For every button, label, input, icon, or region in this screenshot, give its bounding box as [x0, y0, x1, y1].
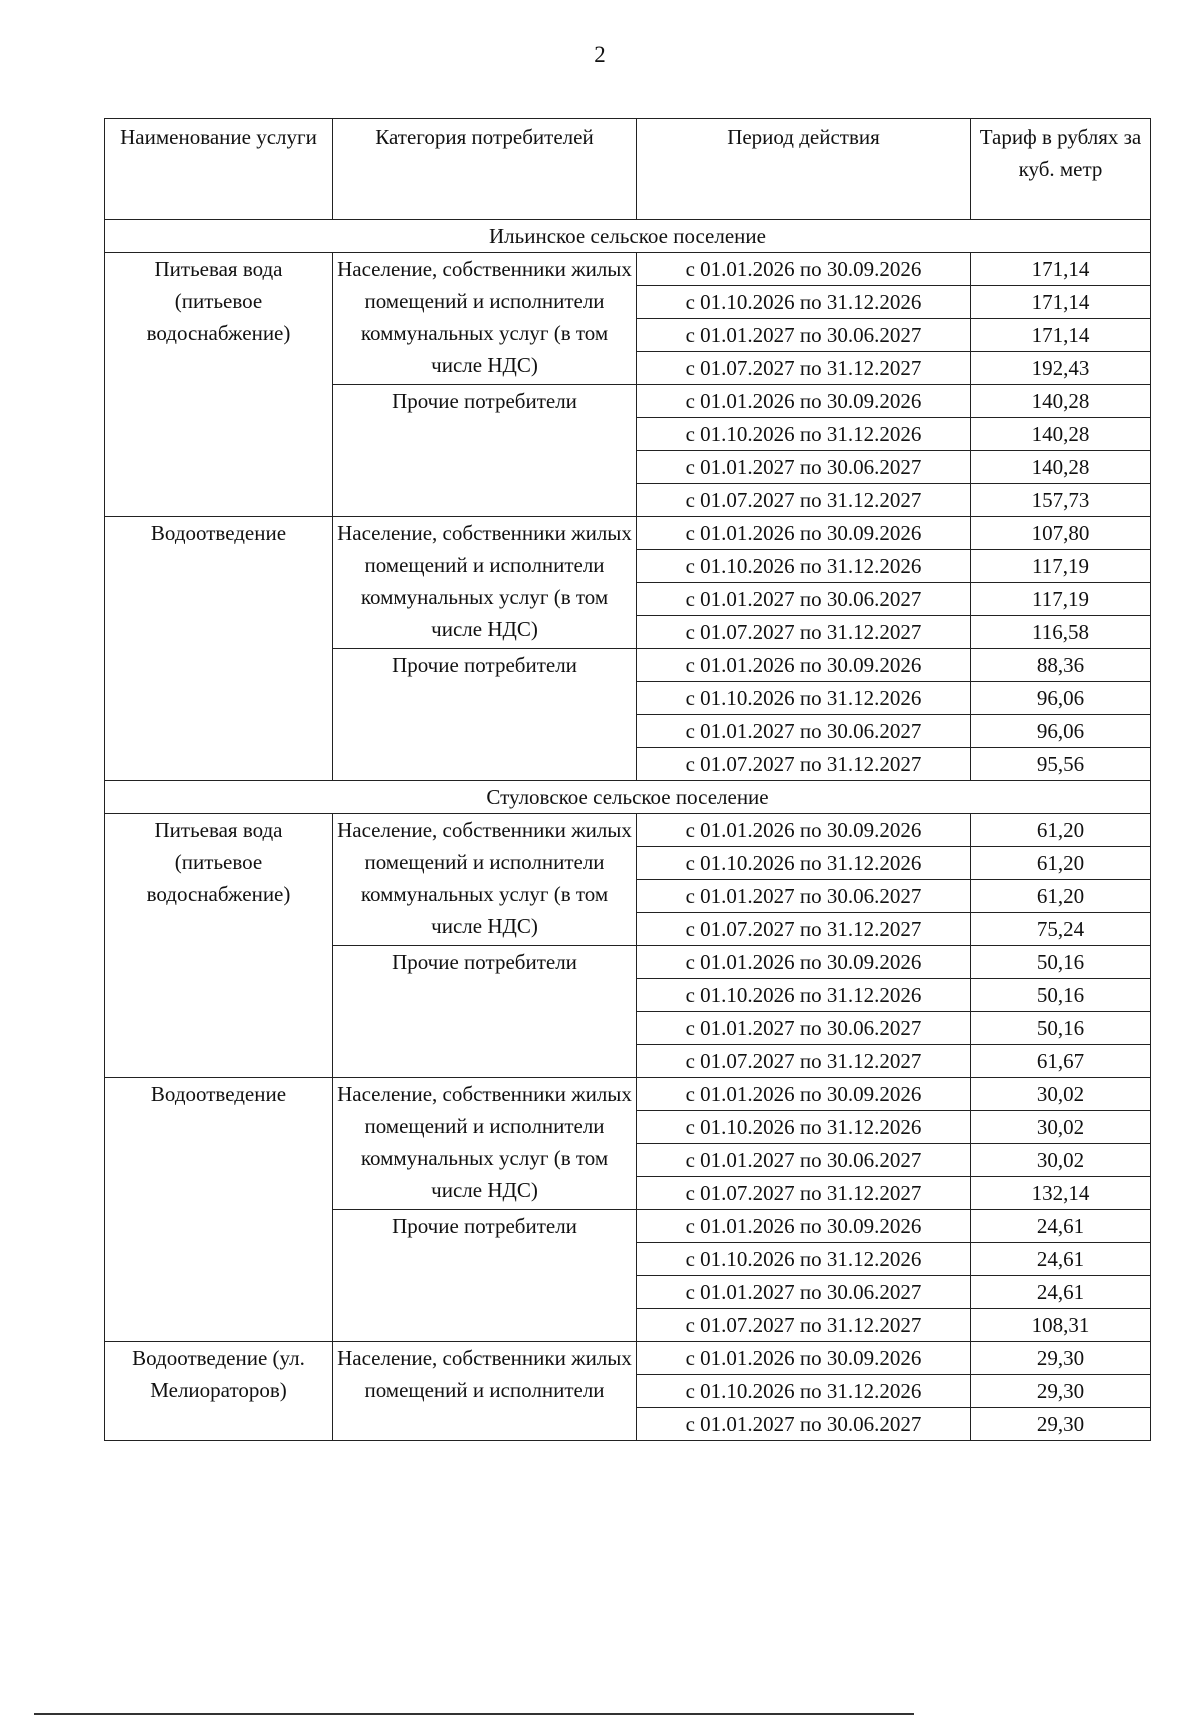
tariff-cell: 50,16 — [971, 979, 1151, 1012]
tariff-cell: 61,20 — [971, 880, 1151, 913]
tariff-cell: 50,16 — [971, 1012, 1151, 1045]
period-cell: с 01.10.2026 по 31.12.2026 — [637, 979, 971, 1012]
period-cell: с 01.10.2026 по 31.12.2026 — [637, 682, 971, 715]
table-row — [105, 1342, 1151, 1375]
section-row — [105, 781, 1151, 814]
tariff-cell: 88,36 — [971, 649, 1151, 682]
table-body — [105, 220, 1151, 1441]
tariff-cell: 116,58 — [971, 616, 1151, 649]
period-cell: с 01.01.2027 по 30.06.2027 — [637, 319, 971, 352]
period-cell: с 01.10.2026 по 31.12.2026 — [637, 847, 971, 880]
period-cell: с 01.10.2026 по 31.12.2026 — [637, 418, 971, 451]
period-cell: с 01.01.2027 по 30.06.2027 — [637, 1408, 971, 1441]
tariff-cell: 108,31 — [971, 1309, 1151, 1342]
table-row — [105, 814, 1151, 847]
tariff-cell: 171,14 — [971, 286, 1151, 319]
tariff-cell: 24,61 — [971, 1243, 1151, 1276]
consumer-category: Население, собственники жилых помещений и исполнители коммунальных услуг (в том числе НДС) — [333, 253, 637, 385]
period-cell: с 01.01.2026 по 30.09.2026 — [637, 814, 971, 847]
tariff-cell: 192,43 — [971, 352, 1151, 385]
service-name: Питьевая вода (питьевое водоснабжение) — [105, 814, 333, 1078]
tariff-cell: 24,61 — [971, 1276, 1151, 1309]
consumer-category: Население, собственники жилых помещений и исполнители коммунальных услуг (в том числе НДС) — [333, 814, 637, 946]
period-cell: с 01.01.2027 по 30.06.2027 — [637, 880, 971, 913]
tariff-cell: 140,28 — [971, 451, 1151, 484]
tariff-cell: 29,30 — [971, 1408, 1151, 1441]
period-cell: с 01.01.2026 по 30.09.2026 — [637, 1210, 971, 1243]
tariff-cell: 117,19 — [971, 550, 1151, 583]
tariff-cell: 171,14 — [971, 253, 1151, 286]
page-number: 2 — [594, 42, 606, 67]
tariff-cell: 61,20 — [971, 847, 1151, 880]
table-header-row — [105, 119, 1151, 220]
service-name: Водоотведение — [105, 1078, 333, 1342]
period-cell: с 01.01.2026 по 30.09.2026 — [637, 649, 971, 682]
tariff-cell: 107,80 — [971, 517, 1151, 550]
service-name: Питьевая вода (питьевое водоснабжение) — [105, 253, 333, 517]
consumer-category: Прочие потребители — [333, 946, 637, 1078]
tariff-cell: 171,14 — [971, 319, 1151, 352]
tariff-cell: 95,56 — [971, 748, 1151, 781]
consumer-category: Население, собственники жилых помещений и исполнители коммунальных услуг (в том числе НДС) — [333, 1078, 637, 1210]
period-cell: с 01.01.2026 по 30.09.2026 — [637, 385, 971, 418]
period-cell: с 01.07.2027 по 31.12.2027 — [637, 1309, 971, 1342]
service-name: Водоотведение (ул. Мелиораторов) — [105, 1342, 333, 1441]
period-cell: с 01.07.2027 по 31.12.2027 — [637, 484, 971, 517]
header-service: Наименование услуги — [105, 119, 333, 220]
period-cell: с 01.07.2027 по 31.12.2027 — [637, 913, 971, 946]
period-cell: с 01.10.2026 по 31.12.2026 — [637, 1375, 971, 1408]
section-title: Стуловское сельское поселение — [105, 781, 1151, 814]
tariff-cell: 140,28 — [971, 385, 1151, 418]
header-tariff: Тариф в рублях за куб. метр — [971, 119, 1151, 220]
tariff-cell: 29,30 — [971, 1342, 1151, 1375]
consumer-category: Население, собственники жилых помещений и исполнители — [333, 1342, 637, 1441]
period-cell: с 01.10.2026 по 31.12.2026 — [637, 1111, 971, 1144]
period-cell: с 01.01.2027 по 30.06.2027 — [637, 451, 971, 484]
service-name: Водоотведение — [105, 517, 333, 781]
period-cell: с 01.01.2026 по 30.09.2026 — [637, 253, 971, 286]
period-cell: с 01.01.2026 по 30.09.2026 — [637, 517, 971, 550]
consumer-category: Прочие потребители — [333, 1210, 637, 1342]
tariff-cell: 30,02 — [971, 1111, 1151, 1144]
period-cell: с 01.01.2027 по 30.06.2027 — [637, 1012, 971, 1045]
period-cell: с 01.07.2027 по 31.12.2027 — [637, 352, 971, 385]
bottom-rule — [34, 1713, 914, 1715]
section-row — [105, 220, 1151, 253]
period-cell: с 01.07.2027 по 31.12.2027 — [637, 616, 971, 649]
section-title: Ильинское сельское поселение — [105, 220, 1151, 253]
table-row — [105, 1078, 1151, 1111]
tariff-cell: 30,02 — [971, 1078, 1151, 1111]
tariff-table — [104, 118, 1151, 1441]
period-cell: с 01.01.2027 по 30.06.2027 — [637, 1144, 971, 1177]
tariff-cell: 75,24 — [971, 913, 1151, 946]
tariff-cell: 96,06 — [971, 682, 1151, 715]
period-cell: с 01.07.2027 по 31.12.2027 — [637, 1177, 971, 1210]
period-cell: с 01.01.2027 по 30.06.2027 — [637, 1276, 971, 1309]
period-cell: с 01.07.2027 по 31.12.2027 — [637, 1045, 971, 1078]
table-row — [105, 517, 1151, 550]
period-cell: с 01.10.2026 по 31.12.2026 — [637, 550, 971, 583]
tariff-cell: 29,30 — [971, 1375, 1151, 1408]
period-cell: с 01.07.2027 по 31.12.2027 — [637, 748, 971, 781]
tariff-cell: 140,28 — [971, 418, 1151, 451]
period-cell: с 01.01.2026 по 30.09.2026 — [637, 946, 971, 979]
header-category: Категория потребителей — [333, 119, 637, 220]
consumer-category: Прочие потребители — [333, 385, 637, 517]
tariff-cell: 61,67 — [971, 1045, 1151, 1078]
period-cell: с 01.01.2027 по 30.06.2027 — [637, 715, 971, 748]
tariff-cell: 96,06 — [971, 715, 1151, 748]
period-cell: с 01.01.2026 по 30.09.2026 — [637, 1342, 971, 1375]
tariff-cell: 30,02 — [971, 1144, 1151, 1177]
header-period: Период действия — [637, 119, 971, 220]
consumer-category: Прочие потребители — [333, 649, 637, 781]
consumer-category: Население, собственники жилых помещений и исполнители коммунальных услуг (в том числе НДС) — [333, 517, 637, 649]
table-row — [105, 253, 1151, 286]
period-cell: с 01.10.2026 по 31.12.2026 — [637, 1243, 971, 1276]
tariff-cell: 132,14 — [971, 1177, 1151, 1210]
tariff-cell: 117,19 — [971, 583, 1151, 616]
period-cell: с 01.01.2027 по 30.06.2027 — [637, 583, 971, 616]
tariff-cell: 61,20 — [971, 814, 1151, 847]
period-cell: с 01.10.2026 по 31.12.2026 — [637, 286, 971, 319]
tariff-cell: 50,16 — [971, 946, 1151, 979]
period-cell: с 01.01.2026 по 30.09.2026 — [637, 1078, 971, 1111]
tariff-cell: 157,73 — [971, 484, 1151, 517]
tariff-cell: 24,61 — [971, 1210, 1151, 1243]
